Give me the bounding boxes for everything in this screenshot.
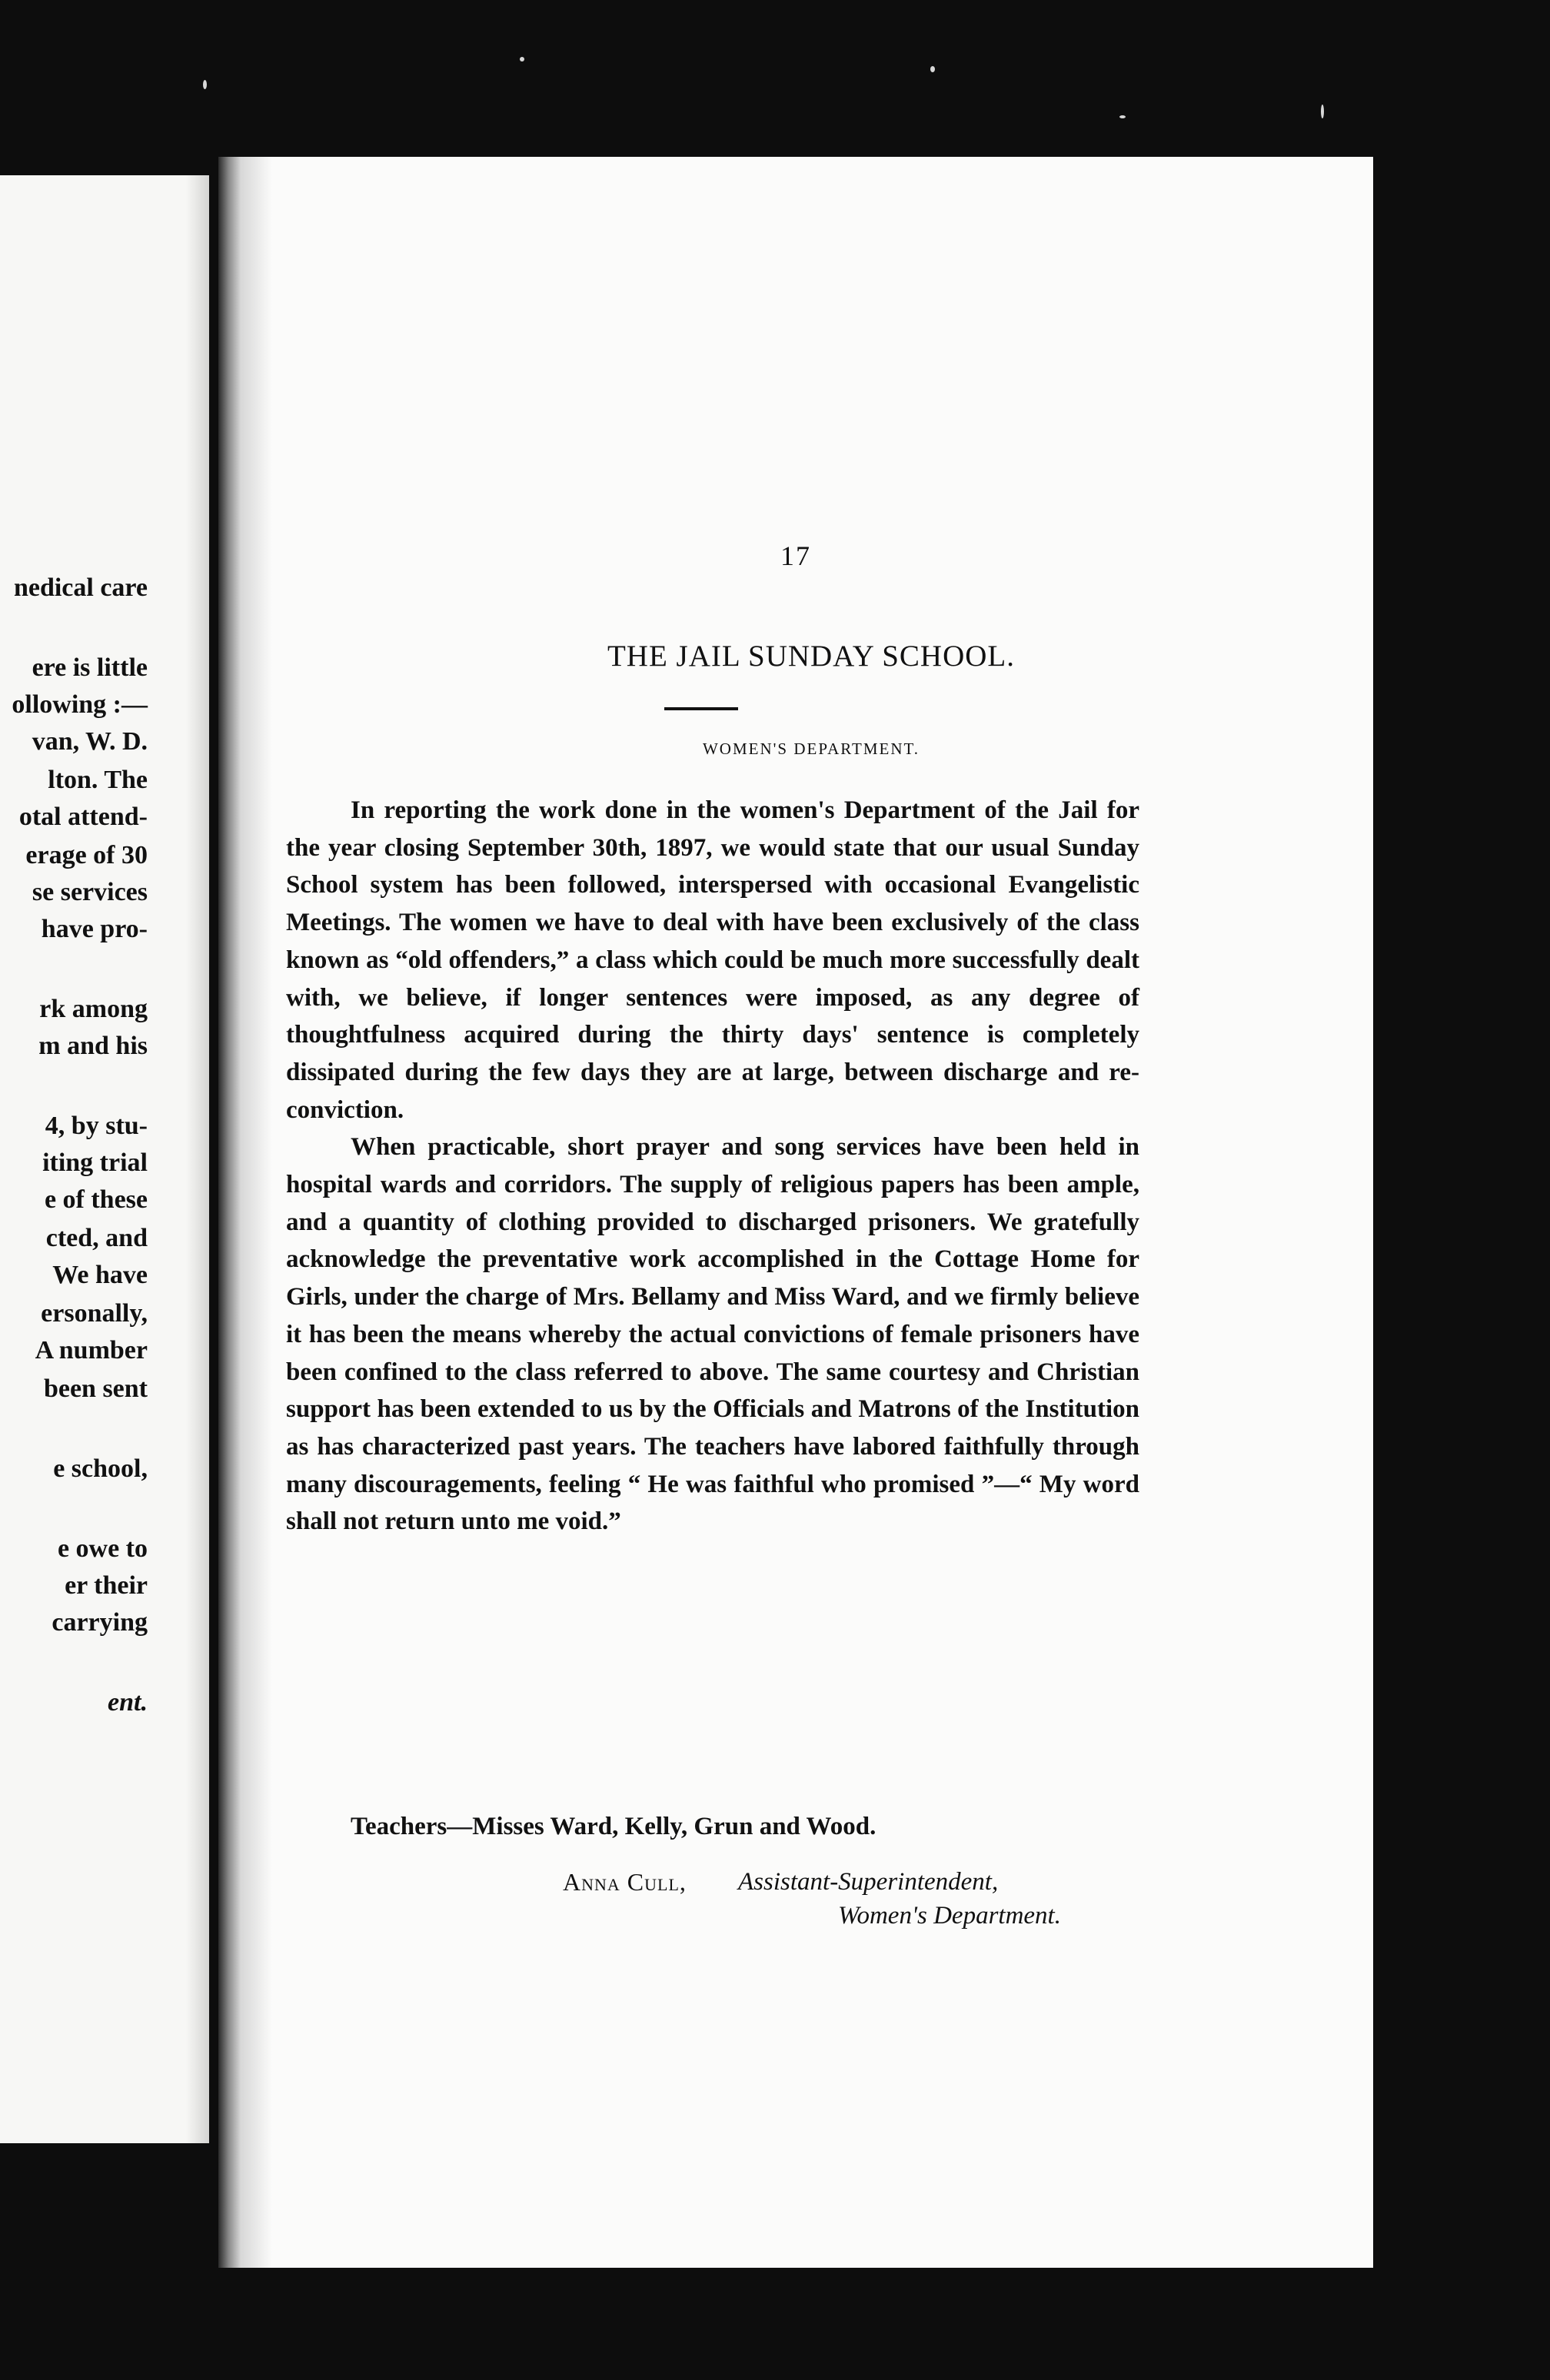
dust-speck <box>1321 105 1324 118</box>
book-spine <box>218 157 241 2268</box>
page-number: 17 <box>780 540 811 571</box>
left-page <box>0 175 209 2143</box>
left-page-line: A number <box>35 1336 148 1365</box>
left-page-line: van, W. D. <box>32 727 148 756</box>
left-page-line: otal attend- <box>18 803 148 831</box>
signature-department: Women's Department. <box>838 1902 1061 1930</box>
left-page-line: erage of 30 <box>25 841 148 869</box>
left-page-line: ent. <box>108 1688 148 1717</box>
left-page-line: lton. The <box>48 766 148 794</box>
title-rule <box>664 707 738 710</box>
left-page-line: 4, by stu- <box>45 1112 148 1140</box>
left-page-line: rk among <box>39 995 148 1023</box>
left-page-line: been sent <box>43 1374 148 1403</box>
left-page-line: cted, and <box>45 1224 148 1252</box>
right-page <box>218 157 1373 2268</box>
left-page-line: have pro- <box>41 915 148 943</box>
page-title: THE JAIL SUNDAY SCHOOL. <box>607 640 1016 673</box>
left-page-line: er their <box>65 1571 148 1600</box>
signature-name: Anna Cull, <box>563 1868 687 1896</box>
left-page-line: e owe to <box>57 1534 148 1563</box>
left-page-line: ollowing :— <box>12 690 148 719</box>
dust-speck <box>520 57 524 61</box>
left-page-line: ersonally, <box>41 1299 148 1328</box>
left-page-line: nedical care <box>13 573 148 602</box>
left-page-fold <box>186 175 209 2143</box>
report-body <box>286 792 1139 1541</box>
paragraph: When practicable, short prayer and song services have been held in hospital wards and corridors. The supply of religious papers has been ample, and a quantity of clothing provided to discharged prisoners. We gratefully acknowledge the preventative work accomplished in the Cottage Home for Girls, under the charge of Mrs. Bellamy and Miss Ward, and we firmly believe it has been the means whereby the actual convictions of female prisoners have been confined to the class referred to above. The same courtesy and Christian support has been extended to us by the Officials and Matrons of the Institution as has characterized past years. The teachers have labored faithfully through many discouragements, feeling “ He was faithful who promised ”—“ My word shall not return unto me void.” <box>286 1133 1139 1536</box>
left-page-line: ere is little <box>32 653 148 682</box>
left-page-line: m and his <box>38 1032 148 1060</box>
left-page-line: se services <box>32 878 148 906</box>
left-page-line: e school, <box>53 1454 148 1483</box>
left-page-line: carrying <box>52 1608 148 1637</box>
dust-speck <box>203 80 207 89</box>
left-page-line: iting trial <box>42 1148 148 1177</box>
left-page-line: We have <box>52 1261 148 1289</box>
department-heading: WOMEN'S DEPARTMENT. <box>702 740 920 758</box>
teachers-line: Teachers—Misses Ward, Kelly, Grun and Wood. <box>351 1813 876 1840</box>
signature-title: Assistant-Superintendent, <box>738 1868 999 1896</box>
paragraph: In reporting the work done in the women's Department of the Jail for the year closing September 30th, 1897, we would state that our usual Sunday School system has been followed, interspersed with occasional Evangelistic Meetings. The women we have to deal with have been exclusively of the class known as “old offenders,” a class which could be much more successfully dealt with, we believe, if longer sentences were imposed, as any degree of thoughtfulness acquired during the thirty days' sentence is completely dissipated during the few days they are at large, between discharge and re-conviction. <box>286 796 1139 1124</box>
dust-speck <box>1119 115 1126 118</box>
spine-shadow <box>241 157 272 2268</box>
left-page-line: e of these <box>44 1185 148 1214</box>
dust-speck <box>930 66 935 72</box>
